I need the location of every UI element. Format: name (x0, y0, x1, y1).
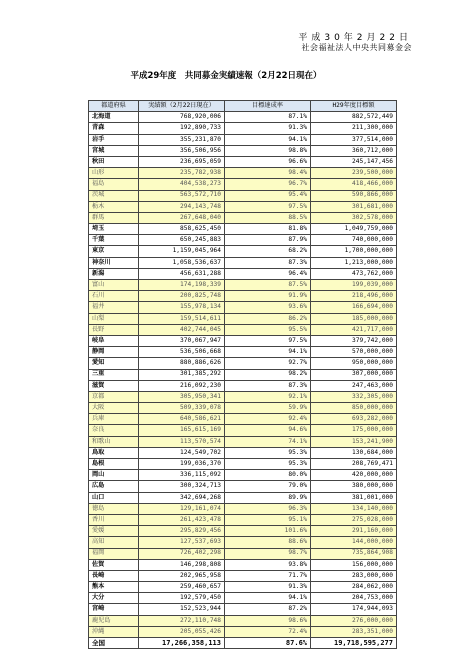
table-row (89, 526, 397, 537)
actual-cell: 174,198,339 (139, 280, 225, 291)
target-cell: 166,694,000 (311, 302, 397, 313)
actual-cell: 216,092,230 (139, 380, 225, 391)
rate-cell: 81.8% (225, 224, 311, 235)
target-cell: 276,000,000 (311, 615, 397, 626)
actual-cell: 129,161,074 (139, 503, 225, 514)
prefecture-cell: 愛知 (89, 358, 139, 369)
prefecture-cell: 三重 (89, 369, 139, 380)
prefecture-cell: 香川 (89, 514, 139, 525)
prefecture-cell: 富山 (89, 280, 139, 291)
table-row (89, 358, 397, 369)
rate-cell: 95.5% (225, 324, 311, 335)
prefecture-cell: 沖縄 (89, 626, 139, 637)
actual-cell: 640,586,621 (139, 414, 225, 425)
target-cell: 570,000,000 (311, 347, 397, 358)
table-row (89, 246, 397, 257)
target-cell: 301,681,000 (311, 201, 397, 212)
prefecture-cell: 宮城 (89, 145, 139, 156)
prefecture-cell: 福井 (89, 302, 139, 313)
actual-cell: 272,110,748 (139, 615, 225, 626)
actual-cell: 301,385,292 (139, 369, 225, 380)
prefecture-cell: 長野 (89, 324, 139, 335)
target-cell: 283,351,000 (311, 626, 397, 637)
actual-cell: 456,631,288 (139, 268, 225, 279)
target-cell: 740,000,000 (311, 235, 397, 246)
prefecture-cell: 佐賀 (89, 559, 139, 570)
rate-cell: 101.6% (225, 526, 311, 537)
target-cell: 1,049,759,000 (311, 224, 397, 235)
rate-cell: 91.3% (225, 123, 311, 134)
table-row (89, 626, 397, 637)
prefecture-cell: 静岡 (89, 347, 139, 358)
rate-cell: 96.6% (225, 156, 311, 167)
actual-cell: 295,829,456 (139, 526, 225, 537)
target-cell: 421,717,000 (311, 324, 397, 335)
rate-cell: 87.5% (225, 280, 311, 291)
prefecture-cell: 高知 (89, 537, 139, 548)
rate-cell: 98.4% (225, 168, 311, 179)
actual-cell: 768,920,006 (139, 112, 225, 123)
rate-cell: 91.3% (225, 582, 311, 593)
table-row (89, 347, 397, 358)
rate-cell: 96.3% (225, 503, 311, 514)
actual-cell: 355,231,870 (139, 134, 225, 145)
prefecture-cell: 島根 (89, 459, 139, 470)
actual-cell: 124,549,702 (139, 447, 225, 458)
table-row (89, 436, 397, 447)
prefecture-cell: 兵庫 (89, 414, 139, 425)
actual-cell: 370,067,947 (139, 335, 225, 346)
prefecture-cell: 熊本 (89, 582, 139, 593)
target-cell: 208,769,471 (311, 459, 397, 470)
rate-cell: 68.2% (225, 246, 311, 257)
target-cell: 175,000,000 (311, 425, 397, 436)
rate-cell: 89.9% (225, 492, 311, 503)
organization-name: 社会福祉法人中央共同募金会 (301, 43, 412, 52)
actual-cell: 200,825,748 (139, 291, 225, 302)
actual-cell: 155,978,134 (139, 302, 225, 313)
table-header-row (89, 101, 397, 112)
rate-cell: 92.1% (225, 391, 311, 402)
table-row (89, 537, 397, 548)
column-header-prefecture: 都道府県 (89, 101, 139, 112)
actual-cell: 267,648,040 (139, 212, 225, 223)
document-title: 平成29年度 共同募金実績速報（2月22日現在） (130, 71, 322, 81)
table-row (89, 380, 397, 391)
table-row (89, 145, 397, 156)
target-cell: 882,572,449 (311, 112, 397, 123)
actual-cell: 356,506,956 (139, 145, 225, 156)
rate-cell: 98.2% (225, 369, 311, 380)
actual-cell: 1,058,536,637 (139, 257, 225, 268)
rate-cell: 72.4% (225, 626, 311, 637)
actual-cell: 127,537,693 (139, 537, 225, 548)
prefecture-cell: 愛媛 (89, 526, 139, 537)
actual-cell: 650,245,883 (139, 235, 225, 246)
table-row (89, 470, 397, 481)
table-row (89, 302, 397, 313)
target-cell: 204,753,000 (311, 593, 397, 604)
total-actual: 17,266,358,113 (139, 638, 225, 649)
rate-cell: 91.9% (225, 291, 311, 302)
actual-cell: 294,143,748 (139, 201, 225, 212)
prefecture-cell: 福島 (89, 179, 139, 190)
target-cell: 360,712,000 (311, 145, 397, 156)
table-row (89, 235, 397, 246)
table-row (89, 257, 397, 268)
prefecture-cell: 秋田 (89, 156, 139, 167)
table-total-row (89, 638, 397, 649)
prefecture-cell: 岡山 (89, 470, 139, 481)
prefecture-cell: 青森 (89, 123, 139, 134)
prefecture-cell: 大阪 (89, 403, 139, 414)
actual-cell: 192,890,733 (139, 123, 225, 134)
target-cell: 850,000,000 (311, 403, 397, 414)
rate-cell: 87.1% (225, 112, 311, 123)
prefecture-cell: 岩手 (89, 134, 139, 145)
actual-cell: 159,514,611 (139, 313, 225, 324)
rate-cell: 98.6% (225, 615, 311, 626)
actual-cell: 235,782,938 (139, 168, 225, 179)
target-cell: 693,282,000 (311, 414, 397, 425)
target-cell: 377,514,000 (311, 134, 397, 145)
table-row (89, 425, 397, 436)
table-row (89, 447, 397, 458)
table-row (89, 593, 397, 604)
prefecture-cell: 岐阜 (89, 335, 139, 346)
actual-cell: 165,615,169 (139, 425, 225, 436)
table-body (89, 112, 397, 638)
target-cell: 284,062,000 (311, 582, 397, 593)
prefecture-cell: 山梨 (89, 313, 139, 324)
target-cell: 156,000,000 (311, 559, 397, 570)
prefecture-cell: 千葉 (89, 235, 139, 246)
target-cell: 1,213,000,000 (311, 257, 397, 268)
prefecture-cell: 大分 (89, 593, 139, 604)
results-table (88, 100, 397, 649)
table-row (89, 201, 397, 212)
actual-cell: 192,579,450 (139, 593, 225, 604)
target-cell: 950,000,000 (311, 358, 397, 369)
rate-cell: 74.1% (225, 436, 311, 447)
target-cell: 381,001,000 (311, 492, 397, 503)
table-row (89, 156, 397, 167)
target-cell: 302,578,000 (311, 212, 397, 223)
rate-cell: 93.8% (225, 559, 311, 570)
rate-cell: 86.2% (225, 313, 311, 324)
actual-cell: 563,572,710 (139, 190, 225, 201)
rate-cell: 79.0% (225, 481, 311, 492)
target-cell: 418,466,000 (311, 179, 397, 190)
rate-cell: 95.3% (225, 459, 311, 470)
table-row (89, 559, 397, 570)
rate-cell: 95.4% (225, 190, 311, 201)
actual-cell: 259,460,657 (139, 582, 225, 593)
prefecture-cell: 鹿児島 (89, 615, 139, 626)
table-row (89, 615, 397, 626)
actual-cell: 261,423,478 (139, 514, 225, 525)
target-cell: 1,700,000,000 (311, 246, 397, 257)
target-cell: 134,140,000 (311, 503, 397, 514)
prefecture-cell: 長崎 (89, 570, 139, 581)
table-row (89, 123, 397, 134)
rate-cell: 92.4% (225, 414, 311, 425)
table-row (89, 604, 397, 615)
table-row (89, 492, 397, 503)
report-date: 平成30年2月22日 (298, 33, 412, 43)
prefecture-cell: 鳥取 (89, 447, 139, 458)
actual-cell: 199,036,370 (139, 459, 225, 470)
prefecture-cell: 徳島 (89, 503, 139, 514)
rate-cell: 92.7% (225, 358, 311, 369)
target-cell: 245,147,456 (311, 156, 397, 167)
actual-cell: 509,339,078 (139, 403, 225, 414)
prefecture-cell: 和歌山 (89, 436, 139, 447)
actual-cell: 1,159,045,964 (139, 246, 225, 257)
table-row (89, 212, 397, 223)
target-cell: 218,496,000 (311, 291, 397, 302)
rate-cell: 71.7% (225, 570, 311, 581)
table-row (89, 112, 397, 123)
target-cell: 211,300,000 (311, 123, 397, 134)
table-row (89, 548, 397, 559)
actual-cell: 113,570,574 (139, 436, 225, 447)
target-cell: 153,241,900 (311, 436, 397, 447)
table-row (89, 268, 397, 279)
rate-cell: 88.6% (225, 537, 311, 548)
prefecture-cell: 東京 (89, 246, 139, 257)
actual-cell: 536,506,668 (139, 347, 225, 358)
table-row (89, 224, 397, 235)
rate-cell: 87.3% (225, 380, 311, 391)
rate-cell: 94.1% (225, 134, 311, 145)
target-cell: 291,160,000 (311, 526, 397, 537)
target-cell: 185,000,000 (311, 313, 397, 324)
table-row (89, 570, 397, 581)
table-row (89, 403, 397, 414)
target-cell: 380,000,000 (311, 481, 397, 492)
rate-cell: 97.5% (225, 201, 311, 212)
table-row (89, 168, 397, 179)
prefecture-cell: 石川 (89, 291, 139, 302)
actual-cell: 146,298,808 (139, 559, 225, 570)
prefecture-cell: 茨城 (89, 190, 139, 201)
total-label: 全国 (89, 638, 139, 649)
table-row (89, 335, 397, 346)
rate-cell: 94.1% (225, 593, 311, 604)
prefecture-cell: 栃木 (89, 201, 139, 212)
target-cell: 379,742,000 (311, 335, 397, 346)
target-cell: 247,463,000 (311, 380, 397, 391)
target-cell: 174,944,093 (311, 604, 397, 615)
actual-cell: 205,055,426 (139, 626, 225, 637)
actual-cell: 202,965,958 (139, 570, 225, 581)
table-row (89, 503, 397, 514)
actual-cell: 342,694,268 (139, 492, 225, 503)
target-cell: 332,305,000 (311, 391, 397, 402)
table-row (89, 582, 397, 593)
rate-cell: 98.8% (225, 145, 311, 156)
prefecture-cell: 山形 (89, 168, 139, 179)
table-row (89, 313, 397, 324)
table-row (89, 134, 397, 145)
rate-cell: 80.0% (225, 470, 311, 481)
column-header-target: H29年度目標額 (311, 101, 397, 112)
table-row (89, 514, 397, 525)
rate-cell: 95.1% (225, 514, 311, 525)
prefecture-cell: 山口 (89, 492, 139, 503)
prefecture-cell: 奈良 (89, 425, 139, 436)
table-row (89, 280, 397, 291)
target-cell: 307,000,000 (311, 369, 397, 380)
actual-cell: 402,744,045 (139, 324, 225, 335)
target-cell: 239,500,000 (311, 168, 397, 179)
prefecture-cell: 新潟 (89, 268, 139, 279)
target-cell: 420,000,000 (311, 470, 397, 481)
rate-cell: 87.9% (225, 235, 311, 246)
rate-cell: 98.7% (225, 548, 311, 559)
table-row (89, 291, 397, 302)
table-row (89, 324, 397, 335)
target-cell: 144,000,000 (311, 537, 397, 548)
target-cell: 473,762,000 (311, 268, 397, 279)
prefecture-cell: 京都 (89, 391, 139, 402)
actual-cell: 726,402,298 (139, 548, 225, 559)
prefecture-cell: 埼玉 (89, 224, 139, 235)
prefecture-cell: 滋賀 (89, 380, 139, 391)
table-row (89, 391, 397, 402)
actual-cell: 404,538,273 (139, 179, 225, 190)
target-cell: 590,866,000 (311, 190, 397, 201)
table-row (89, 414, 397, 425)
rate-cell: 96.7% (225, 179, 311, 190)
target-cell: 130,684,000 (311, 447, 397, 458)
rate-cell: 95.3% (225, 447, 311, 458)
actual-cell: 336,115,092 (139, 470, 225, 481)
target-cell: 283,000,000 (311, 570, 397, 581)
rate-cell: 94.6% (225, 425, 311, 436)
table-row (89, 459, 397, 470)
target-cell: 199,039,000 (311, 280, 397, 291)
table-row (89, 190, 397, 201)
table-row (89, 481, 397, 492)
prefecture-cell: 神奈川 (89, 257, 139, 268)
prefecture-cell: 群馬 (89, 212, 139, 223)
table-row (89, 179, 397, 190)
rate-cell: 97.5% (225, 335, 311, 346)
rate-cell: 87.3% (225, 257, 311, 268)
actual-cell: 236,695,059 (139, 156, 225, 167)
actual-cell: 858,625,450 (139, 224, 225, 235)
actual-cell: 305,950,341 (139, 391, 225, 402)
table-row (89, 369, 397, 380)
actual-cell: 300,324,713 (139, 481, 225, 492)
column-header-actual: 実績額（2月22日現在） (139, 101, 225, 112)
column-header-rate: 目標達成率 (225, 101, 311, 112)
prefecture-cell: 広島 (89, 481, 139, 492)
prefecture-cell: 北海道 (89, 112, 139, 123)
rate-cell: 93.6% (225, 302, 311, 313)
target-cell: 275,028,000 (311, 514, 397, 525)
actual-cell: 880,886,626 (139, 358, 225, 369)
total-rate: 87.6% (225, 638, 311, 649)
rate-cell: 87.2% (225, 604, 311, 615)
total-target: 19,718,595,277 (311, 638, 397, 649)
prefecture-cell: 福岡 (89, 548, 139, 559)
rate-cell: 94.1% (225, 347, 311, 358)
rate-cell: 59.9% (225, 403, 311, 414)
prefecture-cell: 宮崎 (89, 604, 139, 615)
rate-cell: 88.5% (225, 212, 311, 223)
target-cell: 735,864,908 (311, 548, 397, 559)
actual-cell: 152,523,944 (139, 604, 225, 615)
rate-cell: 96.4% (225, 268, 311, 279)
